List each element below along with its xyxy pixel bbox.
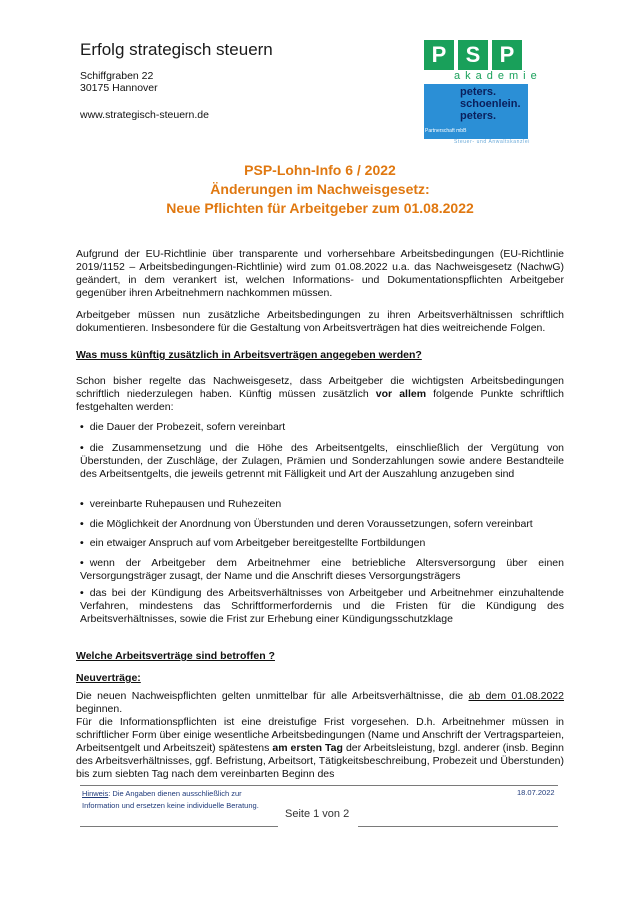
logo-letter-p2: P — [492, 40, 522, 70]
logo-tagline: Steuer- und Anwaltskanzlei — [454, 139, 530, 145]
footer-divider — [80, 785, 558, 786]
address-city: 30175 Hannover — [80, 82, 158, 94]
section2-p1-underline: ab dem 01.08.2022 — [468, 690, 564, 702]
bullet-icon: • — [80, 518, 84, 530]
footer-hint — [82, 788, 272, 812]
address-street: Schiffgraben 22 — [80, 70, 154, 82]
intro-paragraph-1: Aufgrund der EU-Richtlinie über transparente und vorhersehbare Arbeitsbedingungen (EU-Richtlinie 2019/1152 – Arbeitsbedingungen-Richtlinie) wird zum 01.08.2022 u.a. das Nachweisgesetz (NachwG) geändert, in dem verankert ist, welchen Informations- und Dokumentationspflichten Arbeitgeber gegenüber ihren Arbeitnehmern nachkommen müssen. — [76, 248, 564, 299]
section-heading-2: Welche Arbeitsverträge sind betroffen ? — [76, 650, 275, 662]
section2-p2-start: Für die Informationspflichten ist eine dreistufige Frist vorgesehen. D.h. Arbeitnehmer müssen in schriftlicher Form über einige wesentliche Arbeitsbedingungen (Name und Anschrift der Vertragsparteien, Arbeitsentgelt und Arbeitszeit) spätestens — [76, 716, 564, 754]
footer-line-left — [80, 826, 278, 827]
footer-hint-label: Hinweis — [82, 789, 109, 798]
logo-name-1: peters. — [460, 86, 497, 98]
website-link[interactable]: www.strategisch-steuern.de — [80, 109, 209, 121]
section2-p1-end: beginnen. — [76, 703, 123, 715]
section1-text-end: folgende Punkte schriftlich festgehalten werden: — [76, 388, 564, 413]
section1-text-bold: vor allem — [375, 388, 427, 400]
list-item-text: die Zusammensetzung und die Höhe des Arbeitsentgelts, einschließlich der Vergütung von Überstunden, der Zuschläge, der Zulagen, Prämien und Sonderzahlungen sowie andere Bestandteile des Arbeitsentgelts, die jeweils getrennt mit Fälligkeit und Art der Auszahlung anzugeben sind — [80, 442, 564, 480]
footer-hint-text: : Die Angaben dienen ausschließlich zur Information und ersetzen keine individuelle Beratung. — [82, 789, 259, 810]
logo-name-3: peters. — [460, 110, 497, 122]
list-item-text: vereinbarte Ruhepausen und Ruhezeiten — [89, 498, 282, 510]
logo-letter-s: S — [458, 40, 488, 70]
bullet-icon: • — [80, 557, 84, 569]
footer-date: 18.07.2022 — [517, 788, 555, 797]
section2-p1-start: Die neuen Nachweispflichten gelten unmittelbar für alle Arbeitsverhältnisse, die — [76, 690, 469, 702]
section2-p2-end: der Arbeitsleistung, bzgl. anderer (insb. Beginn des Arbeitsverhältnisses, ggf. Befristung, Arbeitsort, Tätigkeitsbeschreibung, Probezeit und Überstunden) bis zum siebten Tag nach dem vereinbarten Beginn des — [76, 742, 564, 780]
section-heading-1: Was muss künftig zusätzlich in Arbeitsverträgen angegeben werden? — [76, 349, 422, 361]
bullet-icon: • — [80, 498, 84, 510]
list-item — [80, 421, 564, 434]
section1-paragraph — [76, 375, 564, 414]
section2-subheading: Neuverträge: — [76, 672, 141, 684]
title-line-3: Neue Pflichten für Arbeitgeber zum 01.08.2022 — [166, 200, 474, 216]
company-name: Erfolg strategisch steuern — [80, 40, 273, 59]
logo-letter-p1: P — [424, 40, 454, 70]
list-item — [80, 518, 564, 531]
logo-subtitle: akademie — [454, 70, 542, 82]
list-item — [80, 498, 564, 511]
bullet-icon: • — [80, 537, 84, 549]
section2-p2-bold: am ersten Tag — [272, 742, 343, 754]
intro-paragraph-2: Arbeitgeber müssen nun zusätzliche Arbeitsbedingungen zu ihren Arbeitsverhältnissen schriftlich dokumentieren. Insbesondere für die Gestaltung von Arbeitsverträgen hat dies weitreichende Folgen. — [76, 309, 564, 334]
list-item — [80, 537, 564, 550]
section2-paragraph-2 — [76, 716, 564, 781]
title-line-1: PSP-Lohn-Info 6 / 2022 — [244, 162, 396, 178]
bullet-icon: • — [80, 587, 84, 599]
logo-name-2: schoenlein. — [460, 98, 521, 110]
list-item — [80, 587, 564, 626]
bullet-icon: • — [80, 421, 84, 433]
section1-text-start: Schon bisher regelte das Nachweisgesetz, dass Arbeitgeber die wichtigsten Arbeitsbedingungen schriftlich niederzulegen haben. Künftig müssen zusätzlich — [76, 375, 564, 400]
bullet-icon: • — [80, 442, 84, 454]
list-item-text: das bei der Kündigung des Arbeitsverhältnisses von Arbeitgeber und Arbeitnehmer einzuhaltende Verfahren, mindestens das Schriftformerfordernis und die Fristen für die Kündigung des Arbeitsverhältnisses, sowie die Frist zur Erhebung einer Kündigungsschutzklage — [80, 587, 564, 625]
footer-line-right — [358, 826, 558, 827]
list-item-text: wenn der Arbeitgeber dem Arbeitnehmer eine betriebliche Altersversorgung über einen Versorgungsträger zusagt, der Name und die Anschrift dieses Versorgungsträgers — [80, 557, 564, 582]
list-item-text: die Dauer der Probezeit, sofern vereinbart — [89, 421, 286, 433]
title-line-2: Änderungen im Nachweisgesetz: — [210, 181, 430, 197]
list-item-text: ein etwaiger Anspruch auf vom Arbeitgeber bereitgestellte Fortbildungen — [89, 537, 426, 549]
section2-paragraph-1 — [76, 690, 564, 716]
list-item — [80, 557, 564, 583]
page-number: Seite 1 von 2 — [285, 808, 350, 820]
list-item — [80, 442, 564, 481]
logo-small-text: Partnerschaft mbB — [425, 128, 467, 134]
list-item-text: die Möglichkeit der Anordnung von Überstunden und deren Voraussetzungen, sofern vereinbart — [89, 518, 533, 530]
